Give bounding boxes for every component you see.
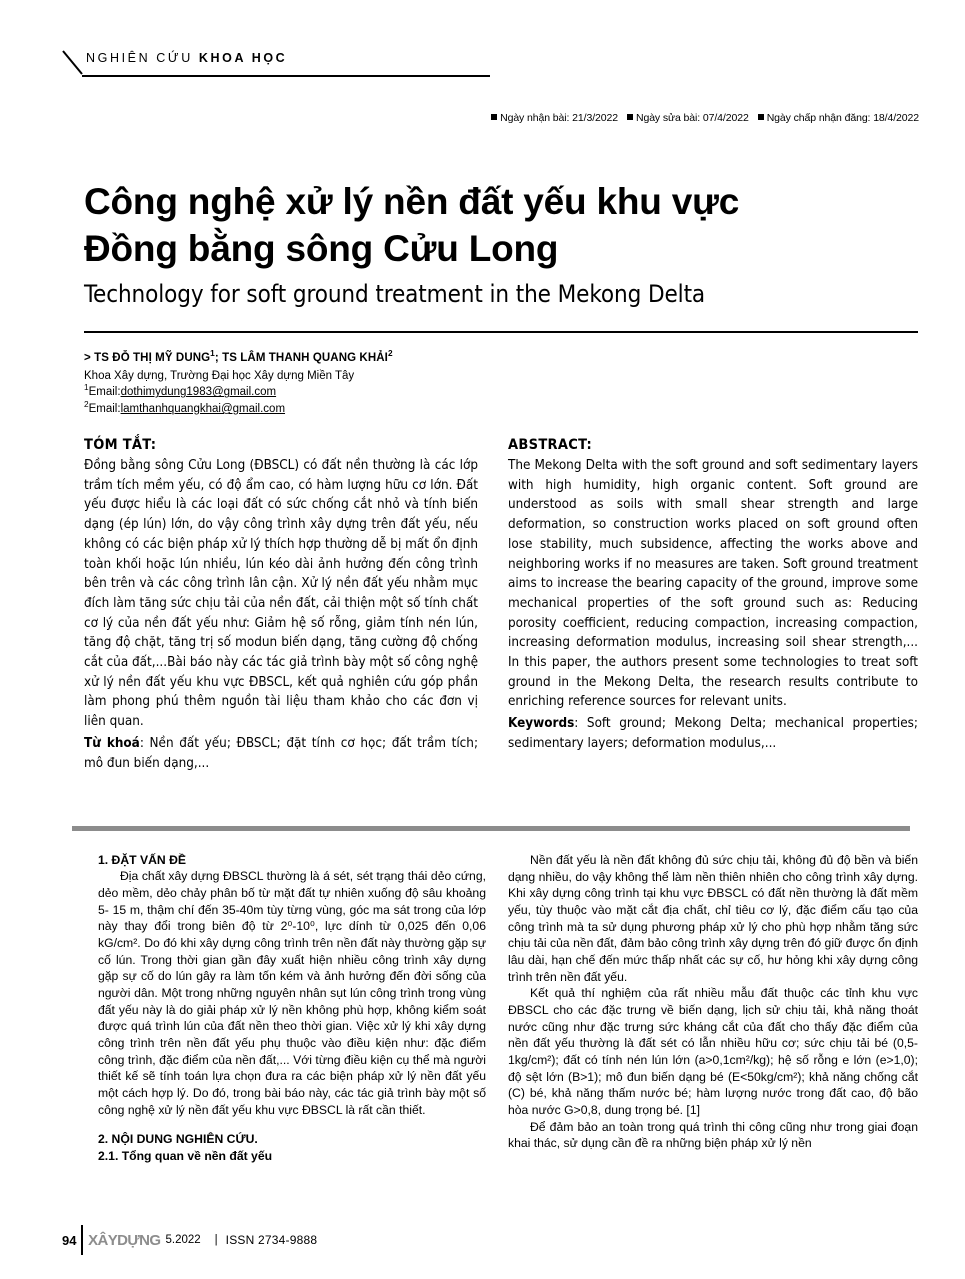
section-heading-1: 1. ĐẶT VẤN ĐỀ	[98, 853, 187, 867]
date-revised-label: Ngày sửa bài:	[635, 112, 703, 124]
author-block	[84, 350, 644, 418]
issn: ISSN 2734-9888	[225, 1233, 318, 1247]
email-marker-1: 1	[84, 383, 89, 393]
running-header-text	[86, 51, 287, 65]
keywords-vi-value: : Nền đất yếu; ĐBSCL; đặt tính cơ học; đất trầm tích; mô đun biến dạng,...	[84, 735, 479, 771]
abstract-vi-body: Đồng bằng sông Cửu Long (ĐBSCL) có đất nền thường là các lớp trầm tích mềm yếu, có độ ẩm cao, có hàm lượng hữu cơ lớn. Đất yếu được hiểu là các loại đất có sức chống cắt nhỏ và tính biến dạng (ép lún) lớn, do vậy công trình xây dựng trên đất yếu, nếu không có các biện pháp xử lý thích hợp thường dễ bị mất ổn định toàn khối hoặc lún nhiều, lún kéo dài ảnh hưởng đến công trình bên trên và các công trình lân cận. Xử lý nền đất yếu nhằm mục đích làm tăng sức chịu tải của nền đất, cải thiện một số tính chất cơ lý của nền đất yếu như: Giảm hệ số rỗng, giảm tính nén lún, tăng độ chặt, tăng trị số modun biến dạng, tăng cường độ chống cắt của đất,...Bài báo này các tác giả trình bày một số công nghệ xử lý nền đất yếu khu vực ĐBSCL, kết quả nghiên cứu góp phần làm phong phú thêm nguồn tài liệu tham khảo cho các đơn vị liên quan.	[84, 458, 478, 730]
abstract-vi-keywords	[84, 734, 478, 773]
author-email-2	[84, 401, 644, 418]
keywords-en-value: : Soft ground; Mekong Delta; mechanical properties; sedimentary layers; deformation modulus,...	[508, 716, 918, 751]
author-email-1	[84, 384, 644, 401]
author-affil-marker-1: 1	[210, 349, 215, 359]
running-header-bold: KHOA HỌC	[198, 51, 288, 65]
title-en: Technology for soft ground treatment in the Mekong Delta	[84, 279, 706, 308]
section-heading-2: 2. NỘI DUNG NGHIÊN CỨU.	[98, 1132, 258, 1147]
publication-dates	[491, 112, 919, 124]
title-vi-line2: Đồng bằng sông Cửu Long	[84, 228, 559, 270]
paragraph: Kết quả thí nghiệm của rất nhiều mẫu đất thuộc các tỉnh khu vực ĐBSCL cho các đặc trưng về biến dạng, lịch sử chịu tải, khả năng thoát nước cũng như đặc trưng sức kháng cắt của đất cho thấy đặc điểm của nền đất yếu thường là đất sét có lẫn nhiều hữu cơ; sức chịu tải bé (0,5-1kg/cm²); đất có tính nén lún lớn (a>0,1cm²/kg); hệ số rỗng e lớn (e>1,0); độ sệt lớn (B>1); mô đun biến dạng bé (E<50kg/cm²); khả năng chống cắt (C) bé, khả năng thấm nước bé; hàm lượng nước trong đất cao, độ bão hòa nước G>0,8, dung trọng bé. [1]	[508, 986, 918, 1117]
author-affiliation: Khoa Xây dựng, Trường Đại học Xây dựng Miền Tây	[84, 369, 355, 382]
bullet-square-icon	[627, 114, 633, 120]
running-header	[62, 48, 492, 88]
abstract-en-keywords	[508, 714, 918, 753]
article-title-block	[84, 178, 918, 310]
body-column-right	[508, 852, 918, 1152]
date-received-label: Ngày nhận bài:	[500, 112, 573, 124]
email-label-1: Email:	[88, 386, 121, 399]
author-name-1: > TS ĐỖ THỊ MỸ DUNG	[84, 352, 211, 364]
abstract-vietnamese	[84, 437, 478, 773]
title-divider	[84, 331, 918, 333]
paragraph: Địa chất xây dựng ĐBSCL thường là á sét, sét trạng thái dẻo cứng, dẻo mềm, dẻo chảy phân bố từ mặt đất tự nhiên xuống độ sâu khoảng 5- 15 m, thậm chí đến 35-40m tùy từng vùng, góc ma sát trong của lớp này thay đổi trong biên độ từ 2⁰-10⁰, lực dính từ 0,025 đến 0,06 kG/cm². Do đó khi xây dựng công trình trên nền đất này thường gặp sự cố lún. Trong thời gian gần đây xuất hiện nhiều công trình xây dựng gặp sự cố do lún gây ra làm tốn kém và ảnh hưởng đến đời sống của người dân. Một trong những nguyên nhân sụt lún công trình trong vùng đất yếu này là do giải pháp xử lý nền không phù hợp, không kiểm soát được quá trình lún của đất nền theo thời gian. Việc xử lý khi xây dựng công trình trên nền đất yếu phụ thuộc vào điều kiện như: đặc điểm công trình, đặc điểm của nền đất,... Với từng điều kiện cụ thể mà người thiết kế sẽ tính toán lựa chọn đưa ra các biện pháp xử lý nền đất yếu một cách hợp lý. Do đó, trong bài báo này, các tác giả trình bày một số công nghệ xử lý nền đất yếu khu vực ĐBSCL là rất cần thiết.	[98, 869, 486, 1117]
abstract-en-body: The Mekong Delta with the soft ground and soft sedimentary layers with high humidity, high organic content. Soft ground are understood as soils with small shear strength and large deformation, so construction works placed on soft ground often lose stability, much subsidence, affecting the works above and neighboring works if no measures are taken. Soft ground treatment aims to increase the bearing capacity of the ground, improve some mechanical properties of the soft ground such as: Reducing porosity coefficient, reducing compaction, increasing compaction, increasing deformation modulus, increasing soil shear strength,... In this paper, the authors present some technologies to treat soft ground in the Mekong Delta, the research results contribute to enriching reference sources for relevant units.	[508, 458, 918, 710]
paragraph: Nền đất yếu là nền đất không đủ sức chịu tải, không đủ độ bền và biến dạng nhiều, do vậy không thể làm nền thiên nhiên cho công trình xây dựng. Khi xây dựng công trình tại khu vực ĐBSCL có đất nền thường là đất mềm yếu, tùy thuộc vào mặt cắt địa chất, chỉ tiêu cơ lý, đặc điểm cấu tạo của công trình mà ta sử dụng phương pháp xử lý cho phù hợp nhằm tăng sức chịu tải của nền đất, đảm bảo công trình xây dựng trên đó giữ được ổn định lâu dài, hạn chế đến mức thấp nhất các sự cố, hư hỏng khi xây dựng công trình trên nền đất yếu.	[508, 853, 918, 984]
author-names	[84, 350, 644, 367]
abstract-vi-heading: TÓM TẮT:	[84, 437, 157, 453]
author-affil-marker-2: 2	[387, 349, 393, 359]
email-label-2: Email:	[88, 403, 121, 416]
abstract-en-heading: ABSTRACT:	[508, 437, 593, 453]
page-number: 94	[62, 1232, 77, 1248]
bullet-square-icon	[491, 114, 497, 120]
slash-icon	[62, 50, 84, 76]
section-divider	[72, 826, 910, 831]
body-column-left	[98, 852, 486, 1164]
email-link-2[interactable]: lamthanhquangkhai@gmail.com	[120, 403, 286, 416]
bullet-square-icon	[758, 114, 764, 120]
paragraph: Để đảm bảo an toàn trong quá trình thi công cũng như trong giai đoạn khai thác, sử dụng cần đề ra những biện pháp xử lý nền	[508, 1119, 918, 1151]
footer-separator: |	[214, 1234, 218, 1246]
date-received-value: 21/3/2022	[572, 112, 618, 124]
date-accepted-label: Ngày chấp nhận đăng:	[766, 112, 874, 124]
issue-number: 5.2022	[165, 1234, 201, 1246]
section-heading-2-1: 2.1. Tổng quan về nền đất yếu	[98, 1148, 273, 1163]
date-accepted-value: 18/4/2022	[873, 112, 919, 124]
abstract-english	[508, 437, 918, 754]
running-header-rule	[82, 75, 490, 77]
journal-brand: XÂYDỰNG	[88, 1231, 161, 1249]
email-link-1[interactable]: dothimydung1983@gmail.com	[120, 386, 277, 399]
keywords-vi-label: Từ khoá	[84, 735, 140, 751]
author-name-2: ; TS LÂM THANH QUANG KHẢI	[214, 352, 388, 364]
footer-divider	[81, 1225, 83, 1255]
running-header-prefix: NGHIÊN CỨU	[86, 51, 199, 65]
keywords-en-label: Keywords	[508, 716, 575, 732]
page-footer	[62, 1225, 317, 1255]
email-marker-2: 2	[84, 400, 89, 410]
title-vi-line1: Công nghệ xử lý nền đất yếu khu vực	[84, 181, 740, 222]
date-revised-value: 07/4/2022	[702, 112, 749, 124]
